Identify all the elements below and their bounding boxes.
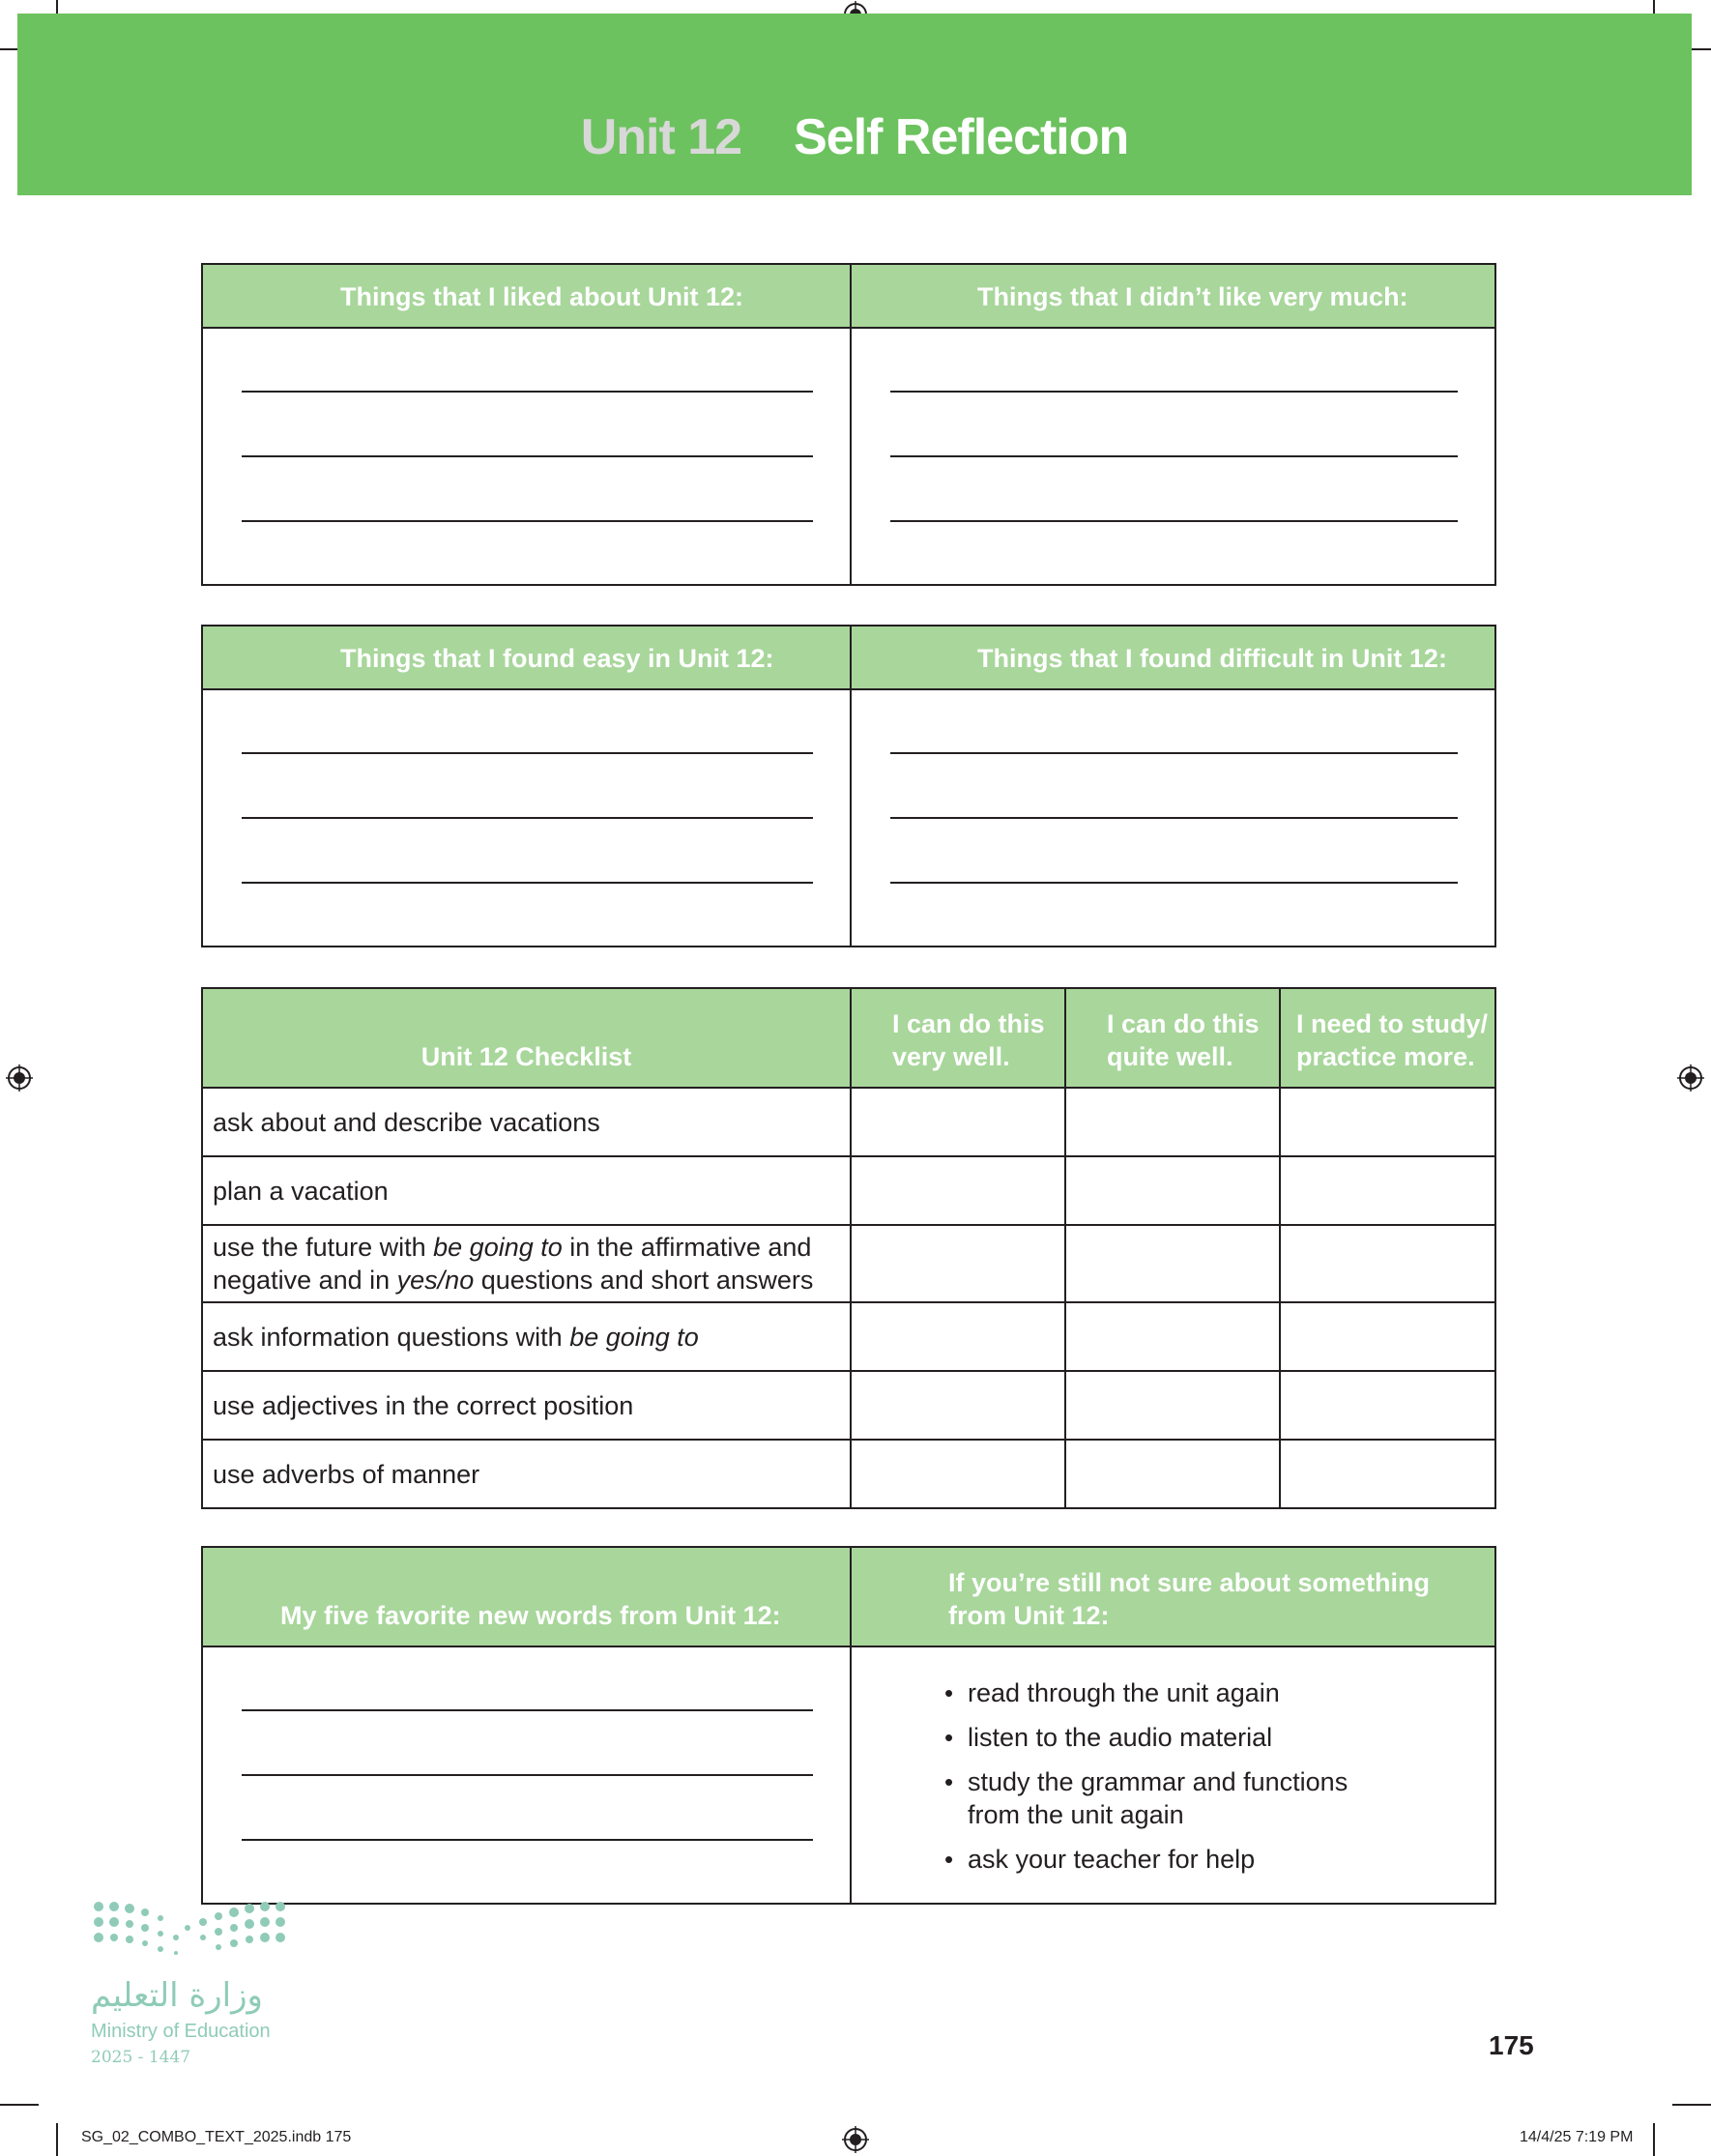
checkbox-cell[interactable] [1065,1156,1280,1225]
write-line[interactable] [242,1774,813,1776]
write-line[interactable] [890,520,1458,522]
checklist-item [202,1302,851,1371]
ministry-year: 2025 - 1447 [91,2048,191,2067]
col-very-well-header [851,988,1065,1088]
tips-list [941,1676,1494,1876]
disliked-header-text: Things that I didn’t like very much: [977,282,1408,311]
easy-difficult-table [201,625,1496,947]
table-row [202,1225,1495,1302]
item-text: in the affirmative and [562,1233,812,1262]
checkbox-cell[interactable] [1280,1302,1495,1371]
checklist-item: ask about and describe vacations [202,1088,851,1156]
checklist-item: use adverbs of manner [202,1440,851,1508]
checklist-item [202,1225,851,1302]
liked-header-text: Things that I liked about Unit 12: [340,282,744,311]
difficult-write-area[interactable] [851,689,1495,947]
crop-mark [56,2123,58,2156]
easy-write-area[interactable] [202,689,851,947]
checkbox-cell[interactable] [1065,1302,1280,1371]
checklist-header-text: Unit 12 Checklist [420,1042,632,1071]
write-line[interactable] [242,817,813,819]
checklist-item: use adjectives in the correct position [202,1371,851,1440]
col-quite-well-header [1065,988,1280,1088]
checkbox-cell[interactable] [1065,1440,1280,1508]
checkbox-cell[interactable] [1280,1088,1495,1156]
page-number: 175 [1489,2030,1534,2060]
tip-text: from the unit again [968,1800,1184,1829]
col-very-well-line1: I can do this [892,1009,1045,1038]
registration-mark-icon [6,1064,33,1092]
checkbox-cell[interactable] [1065,1225,1280,1302]
checkbox-cell[interactable] [851,1156,1065,1225]
favorite-words-header [202,1547,851,1646]
ministry-name-arabic: وزارة التعليم [91,1976,263,2015]
registration-mark-icon [1677,1064,1704,1092]
item-text: use the future with [213,1233,434,1262]
list-item [941,1676,1494,1709]
write-line[interactable] [890,455,1458,457]
registration-mark-icon [842,2126,869,2153]
write-line[interactable] [890,817,1458,819]
title-label: Self Reflection [794,109,1129,165]
write-line[interactable] [890,882,1458,884]
table-row [202,1088,1495,1156]
item-text: questions and short answers [474,1266,814,1295]
crop-mark [0,2104,39,2106]
table-row [202,1371,1495,1440]
write-line[interactable] [890,752,1458,754]
easy-header [202,626,851,689]
list-item [941,1721,1494,1754]
checkbox-cell[interactable] [1065,1371,1280,1440]
checklist-table [201,987,1496,1509]
col-quite-well-line2: quite well. [1107,1042,1233,1071]
checkbox-cell[interactable] [1280,1225,1495,1302]
liked-write-area[interactable] [202,328,851,585]
checkbox-cell[interactable] [851,1302,1065,1371]
crop-mark [1672,2104,1711,2106]
item-text-italic: be going to [569,1322,699,1352]
write-line[interactable] [242,1839,813,1841]
checkbox-cell[interactable] [851,1088,1065,1156]
checkbox-cell[interactable] [1280,1440,1495,1508]
words-table [201,1546,1496,1905]
write-line[interactable] [242,520,813,522]
checkbox-cell[interactable] [851,1371,1065,1440]
list-item [941,1843,1494,1876]
tip-text: read through the unit again [968,1678,1280,1707]
col-study-more-line2: practice more. [1296,1042,1475,1071]
checklist-item: plan a vacation [202,1156,851,1225]
write-line[interactable] [242,882,813,884]
disliked-header [851,264,1495,328]
difficult-header [851,626,1495,689]
ministry-name-english: Ministry of Education [91,2021,271,2042]
liked-table [201,263,1496,586]
table-row [202,1440,1495,1508]
col-study-more-header [1280,988,1495,1088]
ministry-logo-icon [91,1899,294,1967]
tips-header [851,1547,1495,1646]
list-item [941,1765,1494,1831]
table-row [202,1156,1495,1225]
tip-text: • study the grammar and functions [968,1767,1348,1796]
write-line[interactable] [242,391,813,393]
col-very-well-line2: very well. [892,1042,1010,1071]
checkbox-cell[interactable] [1280,1156,1495,1225]
write-line[interactable] [242,1709,813,1711]
col-study-more-line1: I need to study/ [1296,1009,1489,1038]
easy-header-text: Things that I found easy in Unit 12: [340,644,774,673]
unit-label: Unit 12 [580,109,742,165]
item-text: negative and in [213,1266,397,1295]
table-row [202,1302,1495,1371]
crop-mark [1653,2123,1655,2156]
tip-text: ask your teacher for help [968,1845,1256,1874]
item-text-italic: yes/no [396,1266,475,1295]
checkbox-cell[interactable] [851,1440,1065,1508]
write-line[interactable] [242,455,813,457]
header-banner [17,14,1692,195]
favorite-words-write-area[interactable] [202,1646,851,1904]
checkbox-cell[interactable] [1280,1371,1495,1440]
liked-header [202,264,851,328]
print-slug-left: SG_02_COMBO_TEXT_2025.indb 175 [81,2129,352,2145]
difficult-header-text: Things that I found difficult in Unit 12: [977,644,1447,673]
favorite-words-header-text: My five favorite new words from Unit 12: [280,1601,781,1630]
tips-header-line2: from Unit 12: [948,1601,1110,1630]
disliked-write-area[interactable] [851,328,1495,585]
checklist-header [202,988,851,1088]
checkbox-cell[interactable] [1065,1088,1280,1156]
tips-header-line1: If you’re still not sure about something [948,1568,1431,1597]
item-text: ask information questions with [213,1322,570,1352]
checkbox-cell[interactable] [851,1225,1065,1302]
print-slug-right: 14/4/25 7:19 PM [1520,2129,1634,2145]
tip-text: listen to the audio material [968,1723,1273,1752]
tips-cell [851,1646,1495,1904]
item-text-italic: be going to [433,1233,563,1262]
write-line[interactable] [242,752,813,754]
write-line[interactable] [890,391,1458,393]
col-quite-well-line1: I can do this [1107,1009,1260,1038]
page-title [17,108,1692,166]
